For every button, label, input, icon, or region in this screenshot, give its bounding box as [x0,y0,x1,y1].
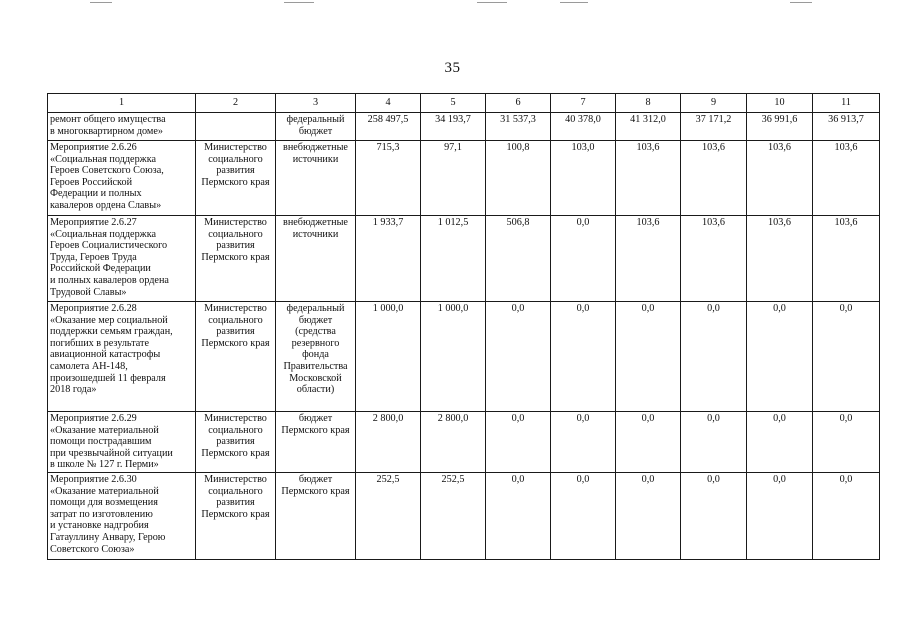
executor-cell-line: Министерство [204,303,267,314]
measure-name-cell-line: «Оказание материальной [50,485,159,497]
executor-cell [196,302,276,412]
value-cell: 103,6 [681,141,747,216]
executor-cell-line: социального [208,424,263,436]
value-cell: 0,0 [616,412,681,473]
executor-cell-line: Пермского края [201,447,270,459]
value-cell: 1 933,7 [356,216,421,302]
measure-name-cell-line: в школе № 127 г. Перми» [50,459,159,471]
measure-name-cell-line: «Социальная поддержка [50,153,157,165]
column-header: 9 [681,94,747,113]
table-row [48,412,880,473]
measure-name-cell-line: кавалеров ордена Славы» [50,199,162,211]
value-cell: 1 000,0 [421,302,486,412]
value-cell: 252,5 [356,473,421,560]
scan-edge-marks [0,0,905,6]
funding-source-cell [276,216,356,302]
funding-source-cell-line: внебюджетные [283,217,348,228]
executor-cell-line: социального [208,153,263,165]
value-cell: 37 171,2 [681,113,747,141]
value-cell: 103,6 [616,141,681,216]
funding-source-cell-line: Московской [289,372,342,384]
value-cell: 41 312,0 [616,113,681,141]
measure-name-cell-line: Героев Российской [50,176,133,188]
measure-name-cell-line: в многоквартирном доме» [50,125,163,137]
column-header: 10 [747,94,813,113]
measure-name-cell-line: и полных кавалеров ордена [50,274,169,286]
value-cell: 0,0 [551,473,616,560]
value-cell: 506,8 [486,216,551,302]
measure-name-cell-line: Мероприятие 2.6.30 [50,474,137,485]
value-cell: 0,0 [486,473,551,560]
executor-cell-line: Пермского края [201,176,270,188]
value-cell: 0,0 [616,473,681,560]
funding-source-cell-line: источники [292,228,339,240]
measure-name-cell-line: погибших в результате [50,337,149,349]
executor-cell [196,141,276,216]
table-body [48,94,880,560]
measure-name-cell [48,216,196,302]
measure-name-cell-line: Труда, Героев Труда [50,251,137,263]
column-header: 4 [356,94,421,113]
measure-name-cell-line: Мероприятие 2.6.29 [50,413,137,424]
table-row [48,473,880,560]
measure-name-cell-line: 2018 года» [50,384,97,396]
value-cell: 1 012,5 [421,216,486,302]
measure-name-cell-line: Мероприятие 2.6.27 [50,217,137,228]
value-cell: 103,6 [681,216,747,302]
funding-source-cell-line: Пермского края [281,485,350,497]
value-cell: 252,5 [421,473,486,560]
executor-cell-line: Пермского края [201,251,270,263]
value-cell: 2 800,0 [421,412,486,473]
funding-source-cell [276,473,356,560]
value-cell: 103,6 [813,141,880,216]
value-cell: 31 537,3 [486,113,551,141]
value-cell: 0,0 [551,216,616,302]
executor-cell-line: социального [208,314,263,326]
measure-name-cell-line: Гатауллину Анвару, Герою [50,531,166,543]
value-cell: 97,1 [421,141,486,216]
value-cell: 0,0 [681,473,747,560]
column-header: 8 [616,94,681,113]
measure-name-cell [48,412,196,473]
executor-cell-line: развития [216,436,255,448]
funding-source-cell-line: бюджет [298,314,333,326]
funding-source-cell [276,302,356,412]
executor-cell-line: Пермского края [201,508,270,520]
measure-name-cell-line: поддержки семьям граждан, [50,326,173,338]
column-header: 5 [421,94,486,113]
funding-source-cell-line: бюджет [298,474,333,485]
value-cell: 0,0 [813,412,880,473]
table-row [48,216,880,302]
page-number: 35 [444,60,461,76]
column-header: 2 [196,94,276,113]
value-cell: 103,6 [813,216,880,302]
executor-cell-line: социального [208,485,263,497]
value-cell: 103,6 [747,216,813,302]
value-cell: 0,0 [551,412,616,473]
executor-cell [196,216,276,302]
measure-name-cell-line: Героев Социалистического [50,240,168,252]
funding-source-cell [276,141,356,216]
executor-cell-line: социального [208,228,263,240]
executor-cell-line: Министерство [204,413,267,424]
value-cell: 36 913,7 [813,113,880,141]
value-cell: 103,6 [747,141,813,216]
measure-name-cell-line: помощи для возмещения [50,497,158,509]
value-cell: 0,0 [813,302,880,412]
value-cell: 0,0 [681,302,747,412]
measure-name-cell-line: ремонт общего имущества [50,114,166,125]
value-cell: 40 378,0 [551,113,616,141]
executor-cell-line: Министерство [204,142,267,153]
funding-source-cell-line: внебюджетные [283,142,348,153]
funding-source-cell-line: источники [292,153,339,165]
value-cell: 34 193,7 [421,113,486,141]
budget-table [47,93,880,560]
column-header: 6 [486,94,551,113]
executor-cell-line: развития [216,497,255,509]
column-header: 11 [813,94,880,113]
measure-name-cell-line: при чрезвычайной ситуации [50,447,173,459]
funding-source-cell-line: Правительства [283,360,348,372]
measure-name-cell [48,302,196,412]
executor-cell [196,473,276,560]
measure-name-cell-line: затрат по изготовлению [50,508,153,520]
measure-name-cell-line: Трудовой Славы» [50,286,127,298]
value-cell: 103,6 [616,216,681,302]
funding-source-cell-line: Пермского края [281,424,350,436]
measure-name-cell-line: «Оказание мер социальной [50,314,168,326]
funding-source-cell-line: федеральный [286,303,345,314]
measure-name-cell [48,141,196,216]
measure-name-cell-line: Российской Федерации [50,263,151,275]
value-cell: 0,0 [747,473,813,560]
executor-cell-line: Министерство [204,217,267,228]
measure-name-cell-line: и установке надгробия [50,520,149,532]
value-cell: 0,0 [616,302,681,412]
measure-name-cell-line: Советского Союза» [50,543,135,555]
executor-cell-line: развития [216,165,255,177]
value-cell: 0,0 [813,473,880,560]
column-header: 7 [551,94,616,113]
measure-name-cell [48,473,196,560]
value-cell: 0,0 [681,412,747,473]
measure-name-cell-line: авиационной катастрофы [50,349,161,361]
table-row [48,302,880,412]
value-cell: 258 497,5 [356,113,421,141]
funding-source-cell-line: области) [296,384,335,396]
executor-cell [196,412,276,473]
measure-name-cell-line: произошедшей 11 февраля [50,372,166,384]
value-cell: 36 991,6 [747,113,813,141]
measure-name-cell-line: самолета АН-148, [50,360,128,372]
measure-name-cell-line: Мероприятие 2.6.28 [50,303,137,314]
executor-cell-line: Министерство [204,474,267,485]
table-row [48,113,880,141]
value-cell: 0,0 [747,302,813,412]
funding-source-cell [276,113,356,141]
value-cell: 0,0 [747,412,813,473]
funding-source-cell-line: бюджет [298,413,333,424]
funding-source-cell-line: фонда [302,349,329,361]
funding-source-cell-line: федеральный [286,114,345,125]
table-header-row [48,94,880,113]
value-cell: 0,0 [486,302,551,412]
measure-name-cell [48,113,196,141]
measure-name-cell-line: Мероприятие 2.6.26 [50,142,137,153]
funding-source-cell-line: бюджет [298,125,333,137]
executor-cell [196,113,276,141]
measure-name-cell-line: «Социальная поддержка [50,228,157,240]
value-cell: 0,0 [551,302,616,412]
value-cell: 1 000,0 [356,302,421,412]
table-row [48,141,880,216]
executor-cell-line: развития [216,240,255,252]
funding-source-cell-line: (средства [295,326,336,338]
measure-name-cell-line: помощи пострадавшим [50,436,152,448]
value-cell: 0,0 [486,412,551,473]
column-header: 3 [276,94,356,113]
measure-name-cell-line: Героев Советского Союза, [50,165,164,177]
funding-source-cell [276,412,356,473]
measure-name-cell-line: Федерации и полных [50,188,142,200]
value-cell: 100,8 [486,141,551,216]
value-cell: 103,0 [551,141,616,216]
executor-cell-line: развития [216,326,255,338]
measure-name-cell-line: «Оказание материальной [50,424,159,436]
executor-cell-line: Пермского края [201,337,270,349]
value-cell: 2 800,0 [356,412,421,473]
column-header: 1 [48,94,196,113]
funding-source-cell-line: резервного [291,337,340,349]
value-cell: 715,3 [356,141,421,216]
